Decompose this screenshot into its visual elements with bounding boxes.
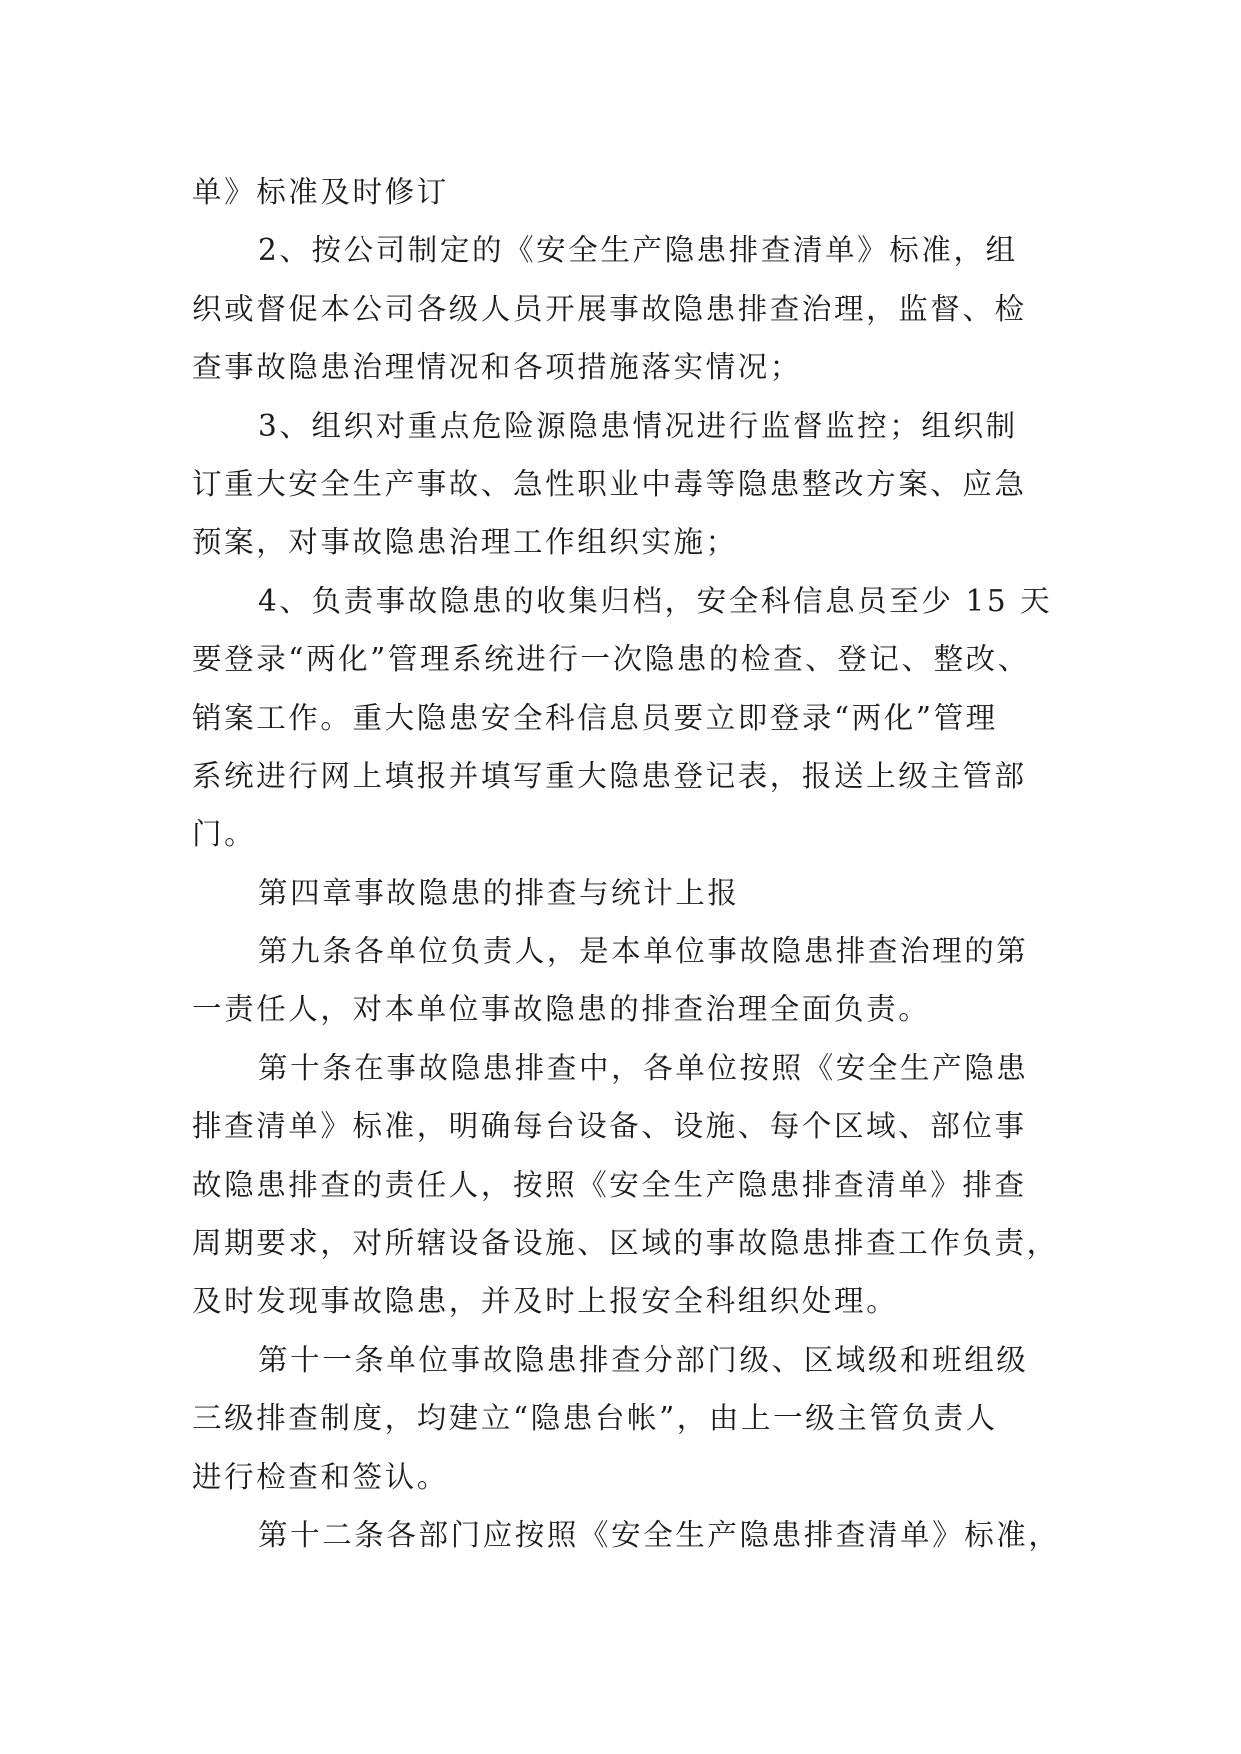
text-line-14: 第九条各单位负责人，是本单位事故隐患排查治理的第 bbox=[258, 934, 1029, 969]
document-body bbox=[192, 163, 1061, 1564]
chapter-heading: 第四章事故隐患的排查与统计上报 bbox=[258, 875, 740, 910]
text-line-24: 第十二条各部门应按照《安全生产隐患排查清单》标准， bbox=[258, 1517, 1061, 1552]
text-line-12: 门。 bbox=[192, 817, 257, 852]
text-line-4: 查事故隐患治理情况和各项措施落实情况； bbox=[192, 350, 802, 385]
text-line-16: 第十条在事故隐患排查中，各单位按照《安全生产隐患 bbox=[258, 1050, 1029, 1085]
text-line-1: 单》标准及时修订 bbox=[192, 175, 449, 209]
text-line-23: 进行检查和签认。 bbox=[192, 1459, 449, 1494]
text-line-22: 三级排查制度，均建立“隐患台帐”，由上一级主管负责人 bbox=[192, 1401, 998, 1436]
text-line-11: 系统进行网上填报并填写重大隐患登记表，报送上级主管部 bbox=[192, 758, 1027, 793]
text-line-7: 预案，对事故隐患治理工作组织实施； bbox=[192, 525, 738, 560]
text-line-6: 订重大安全生产事故、急性职业中毒等隐患整改方案、应急 bbox=[192, 466, 1027, 501]
text-line-19: 周期要求，对所辖设备设施、区域的事故隐患排查工作负责， bbox=[192, 1226, 1059, 1261]
text-line-18: 故隐患排查的责任人，按照《安全生产隐患排查清单》排查 bbox=[192, 1167, 1027, 1202]
text-line-20: 及时发现事故隐患，并及时上报安全科组织处理。 bbox=[192, 1284, 899, 1319]
text-line-5: 3、组织对重点危险源隐患情况进行监督监控；组织制 bbox=[258, 408, 1018, 443]
text-line-17: 排查清单》标准，明确每台设备、设施、每个区域、部位事 bbox=[192, 1109, 1027, 1144]
text-line-8: 4、负责事故隐患的收集归档，安全科信息员至少 15 天 bbox=[258, 583, 1053, 618]
text-line-9: 要登录“两化”管理系统进行一次隐患的检查、登记、整改、 bbox=[192, 642, 1030, 677]
text-line-21: 第十一条单位事故隐患排查分部门级、区域级和班组级 bbox=[258, 1342, 1029, 1377]
text-line-2: 2、按公司制定的《安全生产隐患排查清单》标准，组 bbox=[258, 233, 1018, 268]
text-line-15: 一责任人，对本单位事故隐患的排查治理全面负责。 bbox=[192, 992, 931, 1027]
text-line-3: 织或督促本公司各级人员开展事故隐患排查治理，监督、检 bbox=[192, 291, 1027, 326]
text-line-10: 销案工作。重大隐患安全科信息员要立即登录“两化”管理 bbox=[192, 700, 998, 735]
